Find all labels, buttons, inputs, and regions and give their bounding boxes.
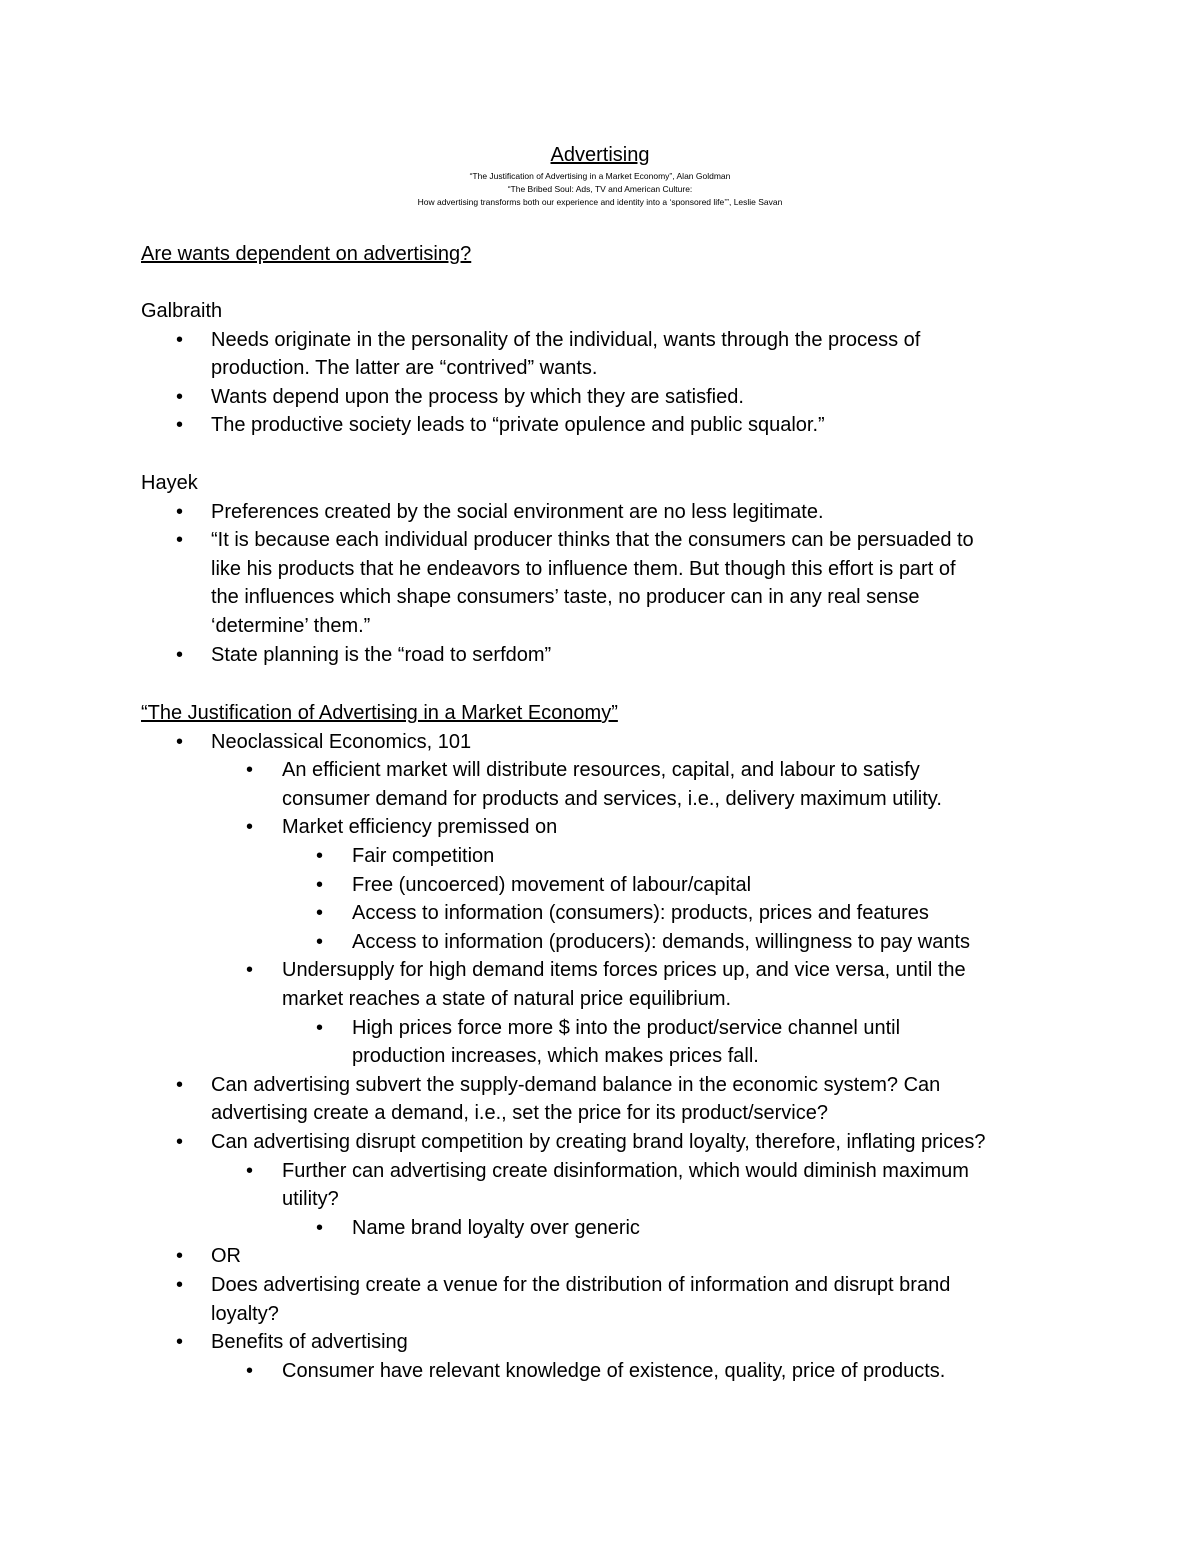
bullet-icon: • [176,1131,184,1153]
bullet-icon: • [176,414,184,437]
author-heading: Galbraith [141,300,223,322]
bullet-icon: • [176,1274,184,1296]
list-item: Market efficiency premissed on [282,816,558,839]
author-heading: Hayek [141,472,198,494]
list-item: the influences which shape consumers’ taste, no producer can in any real sense [211,586,920,609]
list-item: Can advertising disrupt competition by creating brand loyalty, therefore, inflating prices? [211,1131,986,1153]
bullet-icon: • [246,816,254,839]
list-item: High prices force more $ into the product/service channel until [352,1016,901,1039]
list-item: Access to information (consumers): products, prices and features [352,902,929,925]
bullet-icon: • [316,902,324,925]
list-item: utility? [282,1188,339,1211]
bullet-icon: • [176,1245,184,1268]
list-item: Wants depend upon the process by which they are satisfied. [211,385,744,408]
list-item: The productive society leads to “private opulence and public squalor.” [211,414,825,437]
list-item: Access to information (producers): demands, willingness to pay wants [352,930,971,953]
bullet-icon: • [176,730,184,753]
list-item: Needs originate in the personality of the individual, wants through the process of [211,328,921,351]
bullet-icon: • [316,845,324,867]
bullet-icon: • [176,529,184,552]
list-item: ‘determine’ them.” [211,615,371,637]
list-item: Benefits of advertising [211,1331,408,1354]
list-item: An efficient market will distribute resources, capital, and labour to satisfy [282,759,920,782]
bullet-icon: • [176,500,184,523]
list-item: Undersupply for high demand items forces prices up, and vice versa, until the [282,959,966,982]
bullet-icon: • [316,930,324,953]
bullet-icon: • [316,1016,324,1039]
section-heading: Are wants dependent on advertising? [141,243,472,265]
subtitle-line: “The Bribed Soul: Ads, TV and American Culture: [507,184,693,194]
list-item: Fair competition [352,845,495,867]
list-item: “It is because each individual producer thinks that the consumers can be persuaded to [211,529,974,552]
list-item: market reaches a state of natural price equilibrium. [282,988,732,1010]
list-item: Name brand loyalty over generic [352,1216,640,1239]
bullet-icon: • [176,643,184,666]
subtitle-line: How advertising transforms both our experience and identity into a ‘sponsored life’”, Leslie Savan [417,197,783,207]
list-item: Consumer have relevant knowledge of existence, quality, price of products. [282,1359,946,1382]
bullet-icon: • [246,759,254,782]
bullet-icon: • [176,1331,184,1354]
bullet-icon: • [176,328,184,351]
subtitle-line: “The Justification of Advertising in a Market Economy”, Alan Goldman [469,171,731,181]
section-heading: “The Justification of Advertising in a Market Economy” [141,702,618,724]
bullet-icon: • [246,1159,254,1182]
document-title: Advertising [550,144,650,166]
list-item: OR [211,1245,241,1268]
list-item: production. The latter are “contrived” wants. [211,357,598,380]
bullet-icon: • [316,873,324,896]
bullet-icon: • [316,1216,324,1239]
list-item: State planning is the “road to serfdom” [211,643,552,666]
list-item: like his products that he endeavors to influence them. But though this effort is part of [211,557,956,580]
list-item: Does advertising create a venue for the distribution of information and disrupt brand [211,1274,951,1296]
bullet-icon: • [176,1073,184,1096]
list-item: Further can advertising create disinformation, which would diminish maximum [282,1159,969,1182]
list-item: Neoclassical Economics, 101 [211,730,472,753]
list-item: production increases, which makes prices fall. [352,1045,759,1068]
list-item: consumer demand for products and services, i.e., delivery maximum utility. [282,787,942,810]
list-item: advertising create a demand, i.e., set the price for its product/service? [211,1102,828,1125]
list-item: Can advertising subvert the supply-demand balance in the economic system? Can [211,1073,941,1096]
bullet-icon: • [246,1359,254,1382]
list-item: Preferences created by the social environment are no less legitimate. [211,500,824,523]
list-item: loyalty? [211,1302,279,1325]
bullet-icon: • [176,385,184,408]
list-item: Free (uncoerced) movement of labour/capital [352,873,752,896]
bullet-icon: • [246,959,254,982]
